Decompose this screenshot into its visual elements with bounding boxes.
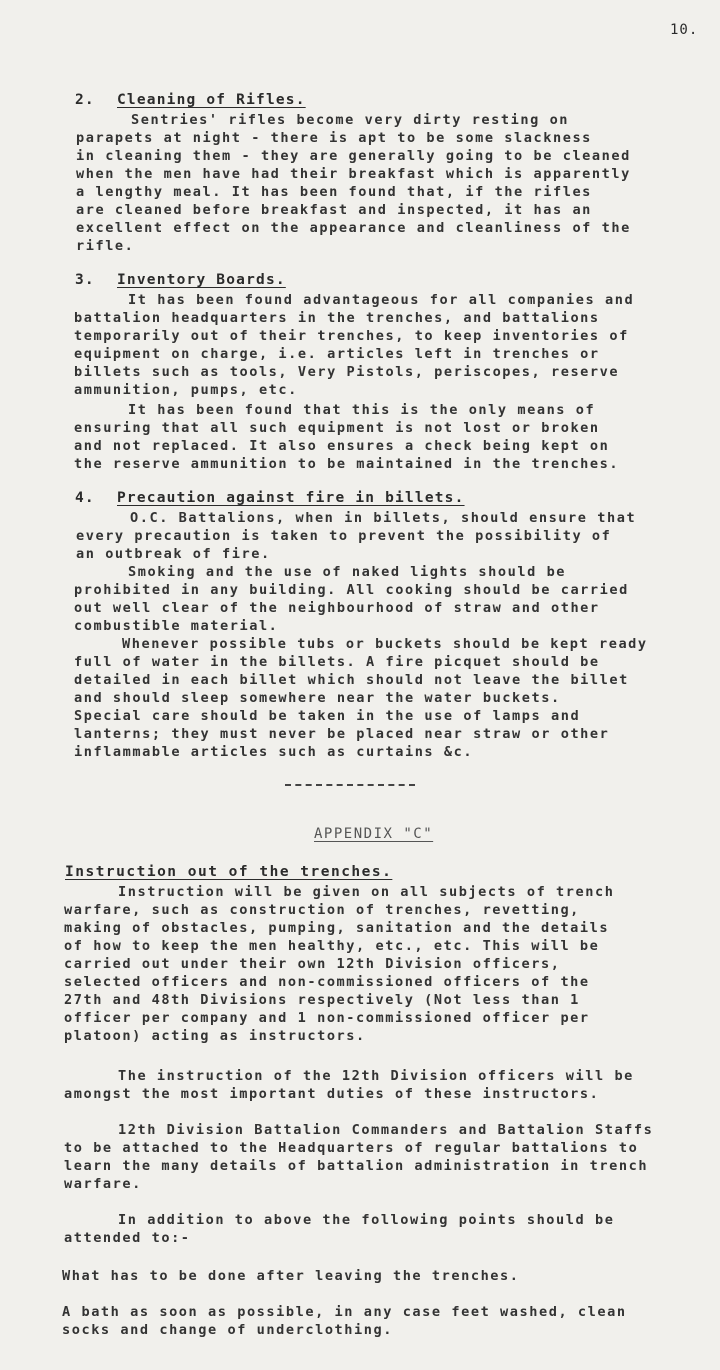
text-line: making of obstacles, pumping, sanitation and the details: [64, 920, 610, 936]
text-line: out well clear of the neighbourhood of straw and other: [74, 600, 600, 616]
text-line: Sentries' rifles become very dirty resting on: [131, 112, 570, 128]
text-line: equipment on charge, i.e. articles left in trenches or: [74, 346, 600, 362]
text-line: Whenever possible tubs or buckets should be kept ready: [122, 636, 648, 652]
text-line: It has been found that this is the only means of: [128, 402, 596, 418]
section-heading-cleaning-rifles: [75, 92, 306, 108]
text-line: when the men have had their breakfast which is apparently: [76, 166, 631, 182]
section-number: 2.: [75, 92, 95, 108]
text-line: inflammable articles such as curtains &c.: [74, 744, 474, 760]
text-line: detailed in each billet which should not leave the billet: [74, 672, 629, 688]
text-line: carried out under their own 12th Division officers,: [64, 956, 561, 972]
text-line: The instruction of the 12th Division officers will be: [118, 1068, 634, 1084]
section-title: Inventory Boards.: [117, 272, 286, 288]
text-line: What has to be done after leaving the trenches.: [62, 1268, 520, 1284]
text-line: warfare, such as construction of trenches, revetting,: [64, 902, 580, 918]
text-line: of how to keep the men healthy, etc., etc. This will be: [64, 938, 600, 954]
text-line: billets such as tools, Very Pistols, periscopes, reserve: [74, 364, 620, 380]
text-line: excellent effect on the appearance and cleanliness of the: [76, 220, 631, 236]
text-line: and should sleep somewhere near the water buckets.: [74, 690, 561, 706]
text-line: socks and change of underclothing.: [62, 1322, 393, 1338]
section-heading-inventory-boards: [75, 272, 286, 288]
text-line: 27th and 48th Divisions respectively (Not less than 1: [64, 992, 580, 1008]
appendix-title: APPENDIX "C": [314, 826, 434, 842]
section-number: 4.: [75, 490, 95, 506]
section-heading-fire-precaution: [75, 490, 465, 506]
text-line: prohibited in any building. All cooking should be carried: [74, 582, 629, 598]
text-line: Smoking and the use of naked lights should be: [128, 564, 567, 580]
text-line: parapets at night - there is apt to be some slackness: [76, 130, 592, 146]
text-line: learn the many details of battalion administration in trench: [64, 1158, 649, 1174]
text-line: to be attached to the Headquarters of regular battalions to: [64, 1140, 639, 1156]
appendix-section-title: Instruction out of the trenches.: [65, 864, 393, 880]
text-line: A bath as soon as possible, in any case feet washed, clean: [62, 1304, 627, 1320]
text-line: the reserve ammunition to be maintained in the trenches.: [74, 456, 620, 472]
text-line: and not replaced. It also ensures a check being kept on: [74, 438, 610, 454]
section-number: 3.: [75, 272, 95, 288]
text-line: selected officers and non-commissioned officers of the: [64, 974, 590, 990]
text-line: amongst the most important duties of these instructors.: [64, 1086, 600, 1102]
text-line: battalion headquarters in the trenches, and battalions: [74, 310, 600, 326]
text-line: ammunition, pumps, etc.: [74, 382, 298, 398]
text-line: full of water in the billets. A fire picquet should be: [74, 654, 600, 670]
text-line: every precaution is taken to prevent the possibility of: [76, 528, 612, 544]
text-line: rifle.: [76, 238, 135, 254]
text-line: In addition to above the following points should be: [118, 1212, 615, 1228]
text-line: lanterns; they must never be placed near straw or other: [74, 726, 610, 742]
section-title: Precaution against fire in billets.: [117, 490, 465, 506]
text-line: warfare.: [64, 1176, 142, 1192]
text-line: officer per company and 1 non-commissioned officer per: [64, 1010, 590, 1026]
text-line: ensuring that all such equipment is not lost or broken: [74, 420, 600, 436]
text-line: It has been found advantageous for all companies and: [128, 292, 635, 308]
text-line: platoon) acting as instructors.: [64, 1028, 366, 1044]
text-line: attended to:-: [64, 1230, 191, 1246]
text-line: temporarily out of their trenches, to keep inventories of: [74, 328, 629, 344]
page-number: 10.: [670, 22, 699, 38]
text-line: Special care should be taken in the use of lamps and: [74, 708, 581, 724]
section-divider: [285, 784, 415, 786]
text-line: O.C. Battalions, when in billets, should ensure that: [130, 510, 637, 526]
section-title: Cleaning of Rifles.: [117, 92, 306, 108]
text-line: 12th Division Battalion Commanders and Battalion Staffs: [118, 1122, 654, 1138]
text-line: combustible material.: [74, 618, 279, 634]
text-line: are cleaned before breakfast and inspected, it has an: [76, 202, 592, 218]
text-line: Instruction will be given on all subjects of trench: [118, 884, 615, 900]
text-line: in cleaning them - they are generally going to be cleaned: [76, 148, 631, 164]
text-line: a lengthy meal. It has been found that, if the rifles: [76, 184, 592, 200]
text-line: an outbreak of fire.: [76, 546, 271, 562]
